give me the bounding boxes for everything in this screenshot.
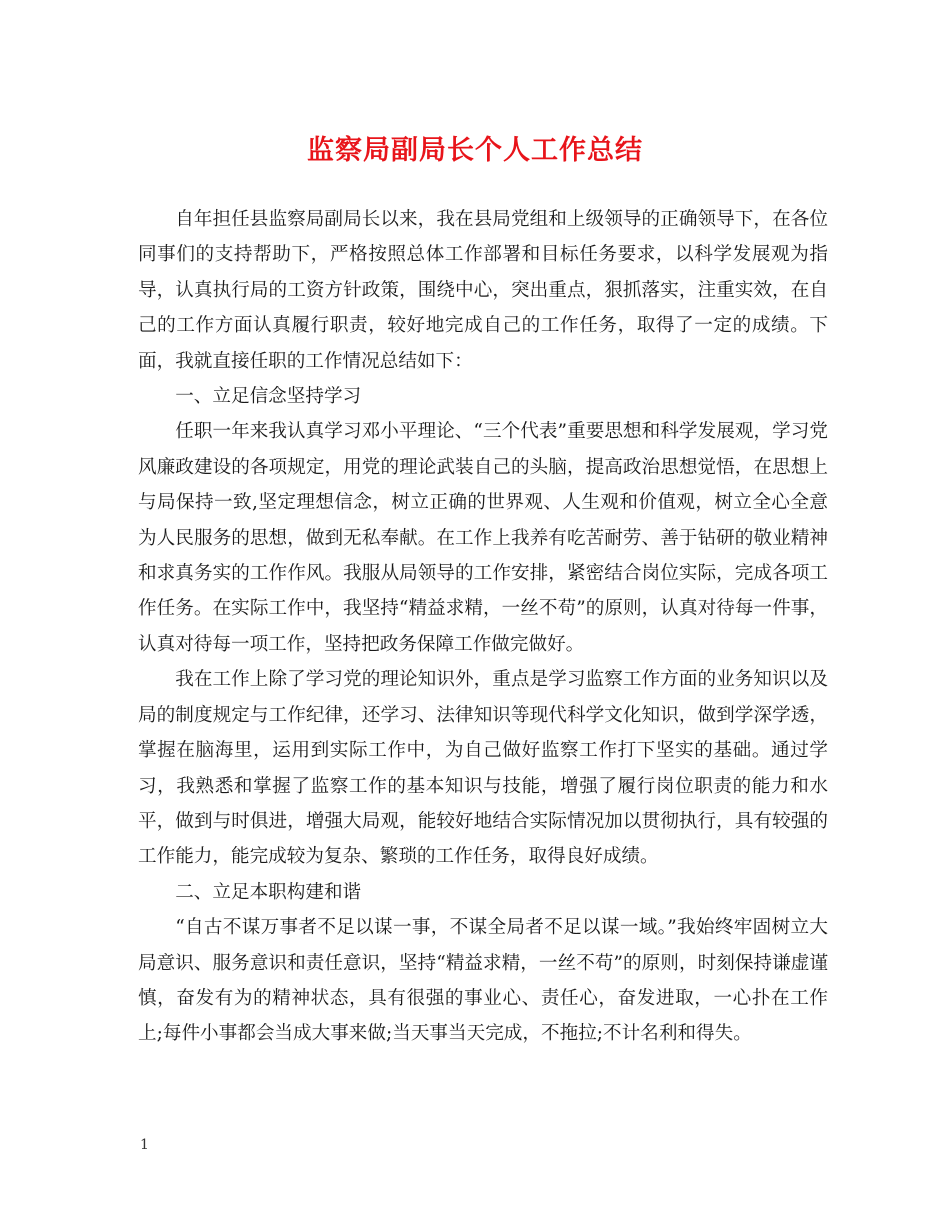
document-body (138, 202, 828, 1052)
paragraph-duty: “自古不谋万事者不足以谋一事，不谋全局者不足以谋一域。”我始终牢固树立大局意识、服务意识和责任意识，坚持“精益求精，一丝不苟”的原则，时刻保持谦虚谨慎，奋发有为的精神状态，具有很强的事业心、责任心，奋发进取，一心扑在工作上;每件小事都会当成大事来做;当天事当天完成，不拖拉;不计名利和得失。 (138, 917, 828, 1045)
section-heading-2: 二、立足本职构建和谐 (175, 881, 362, 903)
section-heading-1: 一、立足信念坚持学习 (175, 386, 362, 408)
paragraph-intro: 自年担任县监察局副局长以来，我在县局党组和上级领导的正确领导下，在各位同事们的支持帮助下，严格按照总体工作部署和目标任务要求，以科学发展观为指导，认真执行局的工资方针政策，围绕中心，突出重点，狠抓落实，注重实效，在自己的工作方面认真履行职责，较好地完成自己的工作任务，取得了一定的成绩。下面，我就直接任职的工作情况总结如下： (138, 209, 828, 372)
document-title: 监察局副局长个人工作总结 (307, 135, 643, 166)
page-number: 1 (140, 1137, 149, 1153)
paragraph-knowledge: 我在工作上除了学习党的理论知识外，重点是学习监察工作方面的业务知识以及局的制度规定与工作纪律，还学习、法律知识等现代科学文化知识，做到学深学透，掌握在脑海里，运用到实际工作中，为自己做好监察工作打下坚实的基础。通过学习，我熟悉和掌握了监察工作的基本知识与技能，增强了履行岗位职责的能力和水平，做到与时俱进，增强大局观，能较好地结合实际情况加以贯彻执行，具有较强的工作能力，能完成较为复杂、繁琐的工作任务，取得良好成绩。 (138, 669, 828, 868)
paragraph-study: 任职一年来我认真学习邓小平理论、“三个代表”重要思想和科学发展观，学习党风廉政建设的各项规定，用党的理论武装自己的头脑，提高政治思想觉悟，在思想上与局保持一致,坚定理想信念，树立正确的世界观、人生观和价值观，树立全心全意为人民服务的思想，做到无私奉献。在工作上我养有吃苦耐劳、善于钻研的敬业精神和求真务实的工作作风。我服从局领导的工作安排，紧密结合岗位实际，完成各项工作任务。在实际工作中，我坚持“精益求精，一丝不苟”的原则，认真对待每一件事，认真对待每一项工作，坚持把政务保障工作做完做好。 (138, 421, 828, 655)
